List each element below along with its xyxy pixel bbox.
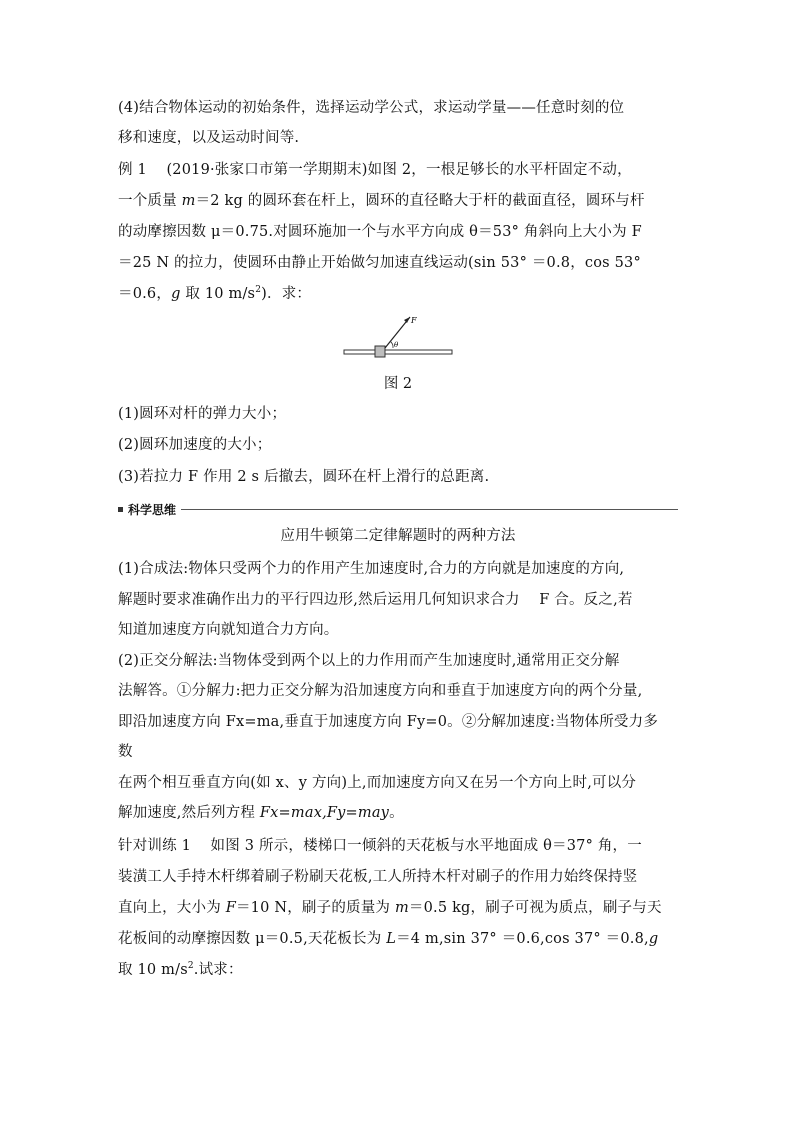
training-line5 — [118, 960, 688, 980]
training-line1: 针对训练 1 如图 3 所示，楼梯口一倾斜的天花板与水平地面成 θ＝37° 角，一 — [118, 838, 642, 854]
arrowhead-icon — [404, 317, 410, 323]
equation: Fx=max,Fy=may — [259, 805, 390, 821]
method1-line2: 解题时要求准确作出力的平行四边形,然后运用几何知识求合力 F 合。反之,若 — [118, 592, 633, 608]
example1-text: )．求： — [261, 286, 312, 302]
method2-line5: 在两个相互垂直方向(如 x、y 方向)上,而加速度方向又在另一个方向上时,可以分 — [118, 775, 637, 791]
ring — [375, 346, 385, 357]
training-text: .试求： — [193, 962, 243, 978]
square-bullet-icon — [118, 507, 123, 512]
question-2: (2)圆环加速度的大小； — [118, 437, 272, 453]
method2-line2: 法解答。①分解力:把力正交分解为沿加速度方向和垂直于加速度方向的两个分量, — [118, 683, 643, 699]
mass-symbol: m — [181, 193, 196, 209]
training-text: ＝10 N，刷子的质量为 — [235, 900, 395, 916]
force-label: F — [411, 316, 417, 325]
example1-line5 — [118, 284, 688, 304]
training-text: 取 10 m/s — [118, 962, 188, 978]
example1-line2 — [118, 191, 688, 211]
force-symbol: F — [225, 900, 236, 916]
example1-line1: 例 1 (2019·张家口市第一学期期末)如图 2，一根足够长的水平杆固定不动， — [118, 162, 632, 178]
training-text: ＝0.5 kg，刷子可视为质点，刷子与天 — [408, 900, 662, 916]
figure-caption: 图 2 — [383, 376, 413, 392]
training-text: 花板间的动摩擦因数 μ＝0.5,天花板长为 — [118, 931, 387, 947]
section-divider — [181, 509, 678, 510]
training-line2: 装潢工人手持木杆绑着刷子粉刷天花板,工人所持木杆对刷子的作用力始终保持竖 — [118, 869, 638, 885]
training-text: ＝4 m,sin 37° ＝0.6,cos 37° ＝0.8, — [396, 931, 649, 947]
horizontal-rod — [344, 350, 452, 354]
section-title: 科学思维 — [128, 502, 177, 517]
paragraph-step4-line1: (4)结合物体运动的初始条件，选择运动学公式，求运动学量——任意时刻的位 — [118, 100, 625, 116]
method2-line6 — [118, 803, 688, 823]
example1-text: ＝0.6， — [118, 286, 172, 302]
method2-line1: (2)正交分解法:当物体受到两个以上的力作用而产生加速度时,通常用正交分解 — [118, 653, 620, 669]
question-1: (1)圆环对杆的弹力大小； — [118, 406, 287, 422]
method1-line3: 知道加速度方向就知道合力方向。 — [118, 622, 339, 638]
example1-text: ＝2 kg 的圆环套在杆上，圆环的直径略大于杆的截面直径，圆环与杆 — [195, 193, 645, 209]
example1-text: 一个质量 — [118, 193, 182, 209]
method1-line1: (1)合成法:物体只受两个力的作用产生加速度时,合力的方向就是加速度的方向, — [118, 561, 625, 577]
section-subtitle: 应用牛顿第二定律解题时的两种方法 — [280, 528, 516, 544]
question-3: (3)若拉力 F 作用 2 s 后撤去，圆环在杆上滑行的总距离. — [118, 469, 490, 485]
example1-line4: ＝25 N 的拉力，使圆环由静止开始做匀加速直线运动(sin 53° ＝0.8，cos 53° — [118, 255, 641, 271]
training-line4 — [118, 929, 688, 949]
superscript: 2 — [187, 961, 194, 972]
training-text: 直向上，大小为 — [118, 900, 226, 916]
mass-symbol: m — [394, 900, 409, 916]
angle-label: θ — [394, 341, 399, 349]
method2-text: 。 — [389, 805, 404, 821]
figure-ring-on-rod — [340, 308, 456, 364]
example1-text: 取 10 m/s — [180, 286, 256, 302]
section-header — [118, 500, 678, 518]
method2-text: 解加速度,然后列方程 — [118, 805, 260, 821]
gravity-symbol: g — [171, 286, 181, 302]
example1-line3: 的动摩擦因数 μ＝0.75.对圆环施加一个与水平方向成 θ＝53° 角斜向上大小为 F — [118, 224, 642, 240]
length-symbol: L — [386, 931, 397, 947]
superscript: 2 — [255, 285, 262, 296]
paragraph-step4-line2: 移和速度，以及运动时间等. — [118, 130, 300, 146]
gravity-symbol: g — [648, 931, 659, 947]
method2-line4: 数 — [118, 744, 133, 760]
training-line3 — [118, 898, 688, 918]
method2-line3: 即沿加速度方向 Fx=ma,垂直于加速度方向 Fy=0。②分解加速度:当物体所受力多 — [118, 714, 659, 730]
